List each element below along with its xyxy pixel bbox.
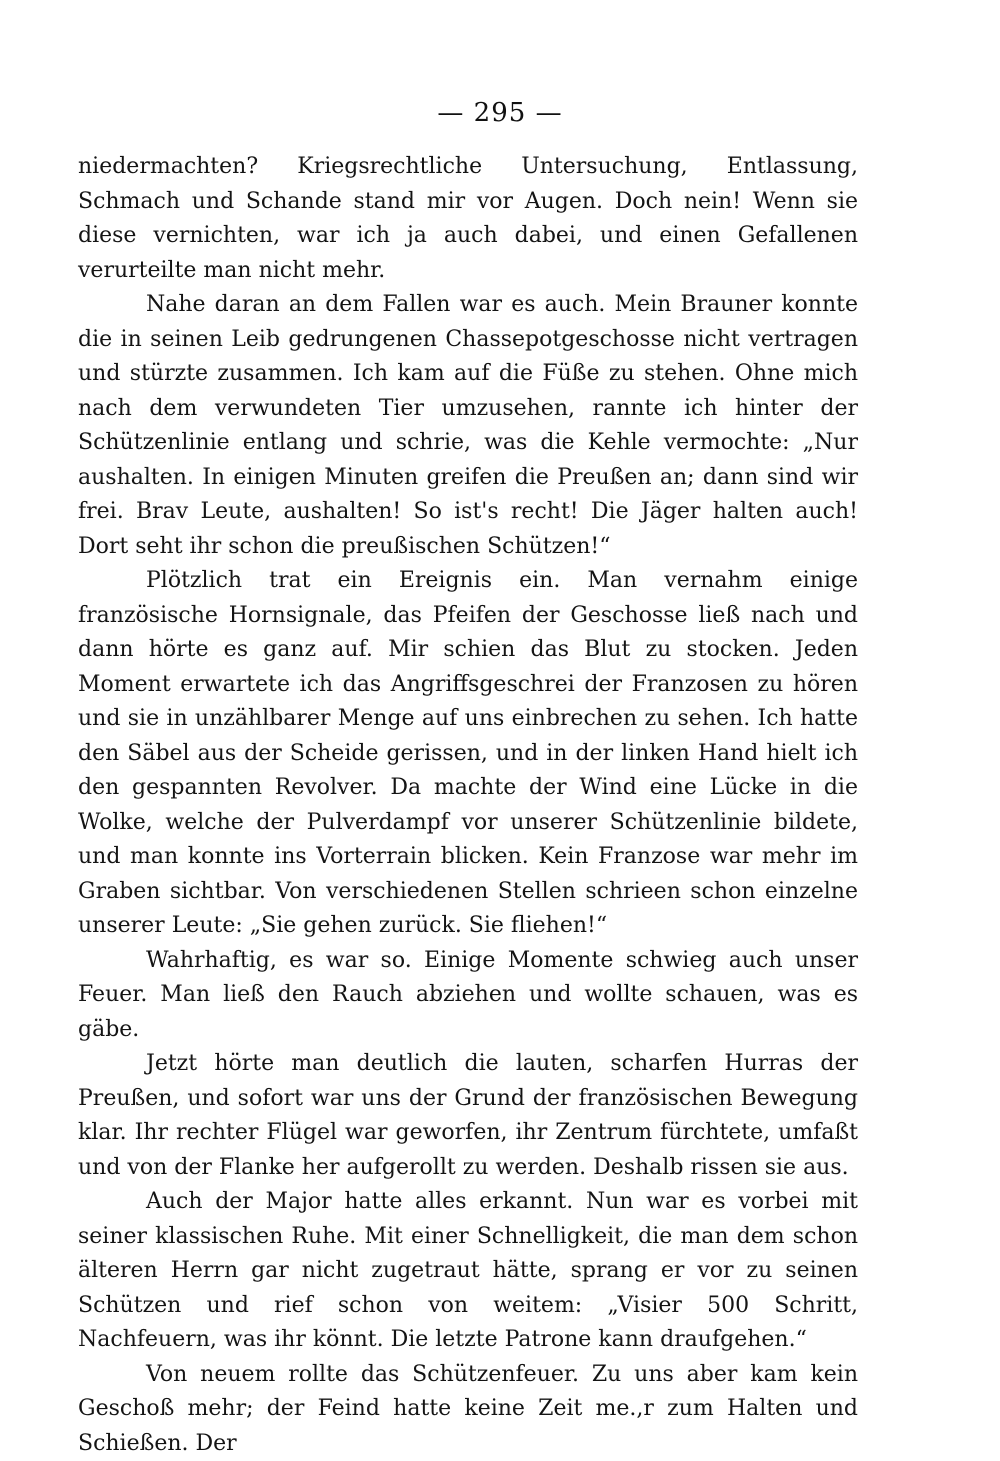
paragraph-2: Nahe daran an dem Fallen war es auch. Mein Brauner konnte die in seinen Leib gedrungenen Chassepotgeschosse nicht vertragen und stürzte zusammen. Ich kam auf die Füße zu stehen. Ohne mich nach dem verwundeten Tier umzusehen, rannte ich hinter der Schützenlinie entlang und schrie, was die Kehle vermochte: „Nur aushalten. In einigen Minuten greifen die Preußen an; dann sind wir frei. Brav Leute, aushalten! So ist's recht! Die Jäger halten auch! Dort seht ihr schon die preußischen Schützen!“ <box>78 288 858 564</box>
paragraph-7: Von neuem rollte das Schützenfeuer. Zu uns aber kam kein Geschoß mehr; der Feind hatte keine Zeit me.,r zum Halten und Schießen. Der <box>78 1358 858 1461</box>
paragraph-5: Jetzt hörte man deutlich die lauten, scharfen Hurras der Preußen, und sofort war uns der Grund der französischen Bewegung klar. Ihr rechter Flügel war geworfen, ihr Zentrum fürchtete, umfaßt und von der Flanke her aufgerollt zu werden. Deshalb rissen sie aus. <box>78 1047 858 1185</box>
paragraph-3: Plötzlich trat ein Ereignis ein. Man vernahm einige französische Hornsignale, das Pfeifen der Geschosse ließ nach und dann hörte es ganz auf. Mir schien das Blut zu stocken. Jeden Moment erwartete ich das Angriffsgeschrei der Franzosen zu hören und sie in unzählbarer Menge auf uns einbrechen zu sehen. Ich hatte den Säbel aus der Scheide gerissen, und in der linken Hand hielt ich den gespannten Revolver. Da machte der Wind eine Lücke in die Wolke, welche der Pulverdampf vor unserer Schützenlinie bildete, und man konnte ins Vorterrain blicken. Kein Franzose war mehr im Graben sichtbar. Von verschiedenen Stellen schrieen schon einzelne unserer Leute: „Sie gehen zurück. Sie fliehen!“ <box>78 564 858 944</box>
paragraph-4: Wahrhaftig, es war so. Einige Momente schwieg auch unser Feuer. Man ließ den Rauch abziehen und wollte schauen, was es gäbe. <box>78 944 858 1048</box>
paragraph-1: niedermachten? Kriegsrechtliche Untersuchung, Entlassung, Schmach und Schande stand mir vor Augen. Doch nein! Wenn sie diese vernichten, war ich ja auch dabei, und einen Gefallenen verurteilte man nicht mehr. <box>78 150 858 288</box>
body-text <box>78 150 858 1461</box>
page-number: — 295 — <box>0 98 1000 128</box>
paragraph-6: Auch der Major hatte alles erkannt. Nun war es vorbei mit seiner klassischen Ruhe. Mit einer Schnelligkeit, die man dem schon älteren Herrn gar nicht zugetraut hätte, sprang er vor zu seinen Schützen und rief schon von weitem: „Visier 500 Schritt, Nachfeuern, was ihr könnt. Die letzte Patrone kann draufgehen.“ <box>78 1185 858 1358</box>
